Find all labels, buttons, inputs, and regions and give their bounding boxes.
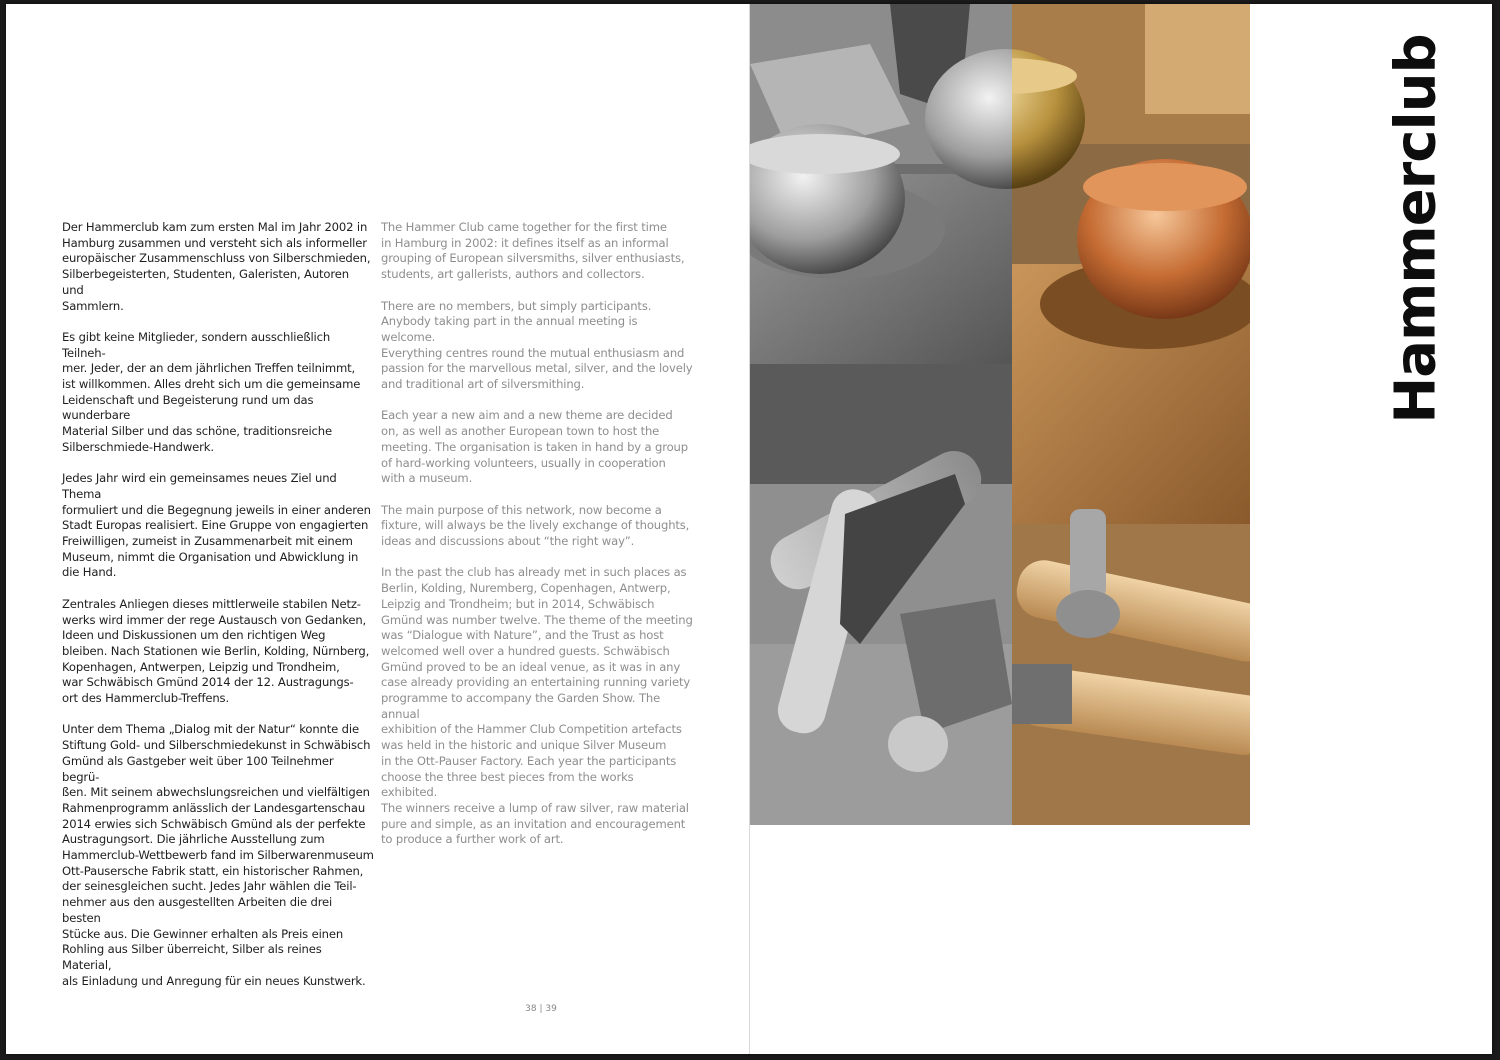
english-paragraph: The Hammer Club came together for the first time in Hamburg in 2002: it defines itself as an informal grouping of European silversmiths, silver enthusiasts, students, art gallerists, authors and collectors. [381,220,685,282]
page-numbers: 38 | 39 [525,1004,557,1014]
english-paragraph: Each year a new aim and a new theme are decided on, as well as another European town to host the meeting. The organisation is taken in hand by a group of hard-working volunteers, usually in cooperation with a museum. [381,408,688,486]
vertical-title-area [1376,34,1456,424]
english-paragraph: There are no members, but simply participants. Anybody taking part in the annual meeting is welcome. Everything centres round the mutual enthusiasm and passion for the marvellous metal, silver, and the lovely and traditional art of silversmithing. [381,298,693,392]
english-text-column [381,220,693,864]
section-title: Hammerclub [1383,34,1449,424]
german-paragraph: Jedes Jahr wird ein gemeinsames neues Ziel und Thema formuliert und die Begegnung jeweils in einer anderen Stadt Europas realisiert. Eine Gruppe von engagierten Freiwilligen, zumeist in Zusammenarbeit mit einem Museum, nimmt die Organisation und Abwicklung in die Hand. [62,471,371,580]
german-paragraph: Der Hammerclub kam zum ersten Mal im Jahr 2002 in Hamburg zusammen und versteht sich als informeller europäischer Zusammenschluss von Silberschmieden, Silberbegeisterten, Studenten, Galeristen, Autoren und Sammlern. [62,220,371,313]
english-paragraph: The main purpose of this network, now become a fixture, will always be the lively exchange of thoughts, ideas and discussions about “the right way”. [381,502,690,549]
book-spread [6,4,1492,1054]
german-paragraph: Es gibt keine Mitglieder, sondern ausschließlich Teilneh- mer. Jeder, der an dem jährlichen Treffen teilnimmt, ist willkommen. Alles dreht sich um die gemeinsame Leidenschaft und Begeisterung rund um das wunderbare Material Silber und das schöne, traditionsreiche Silberschmiede-Handwerk. [62,329,361,454]
english-paragraph: In the past the club has already met in such places as Berlin, Kolding, Nuremberg, Copenhagen, Antwerp, Leipzig and Trondheim; but in 2014, Schwäbisch Gmünd was number twelve. The theme of the meeting was “Dialogue with Nature”, and the Trust as host welcomed well over a hundred guests. Schwäbisch Gmünd proved to be an ideal venue, as it was in any case already providing an entertaining running variety programme to accompany the Garden Show. The annual exhibition of the Hammer Club Competition artefacts was held in the historic and unique Silver Museum in the Ott-Pauser Factory. Each year the participants choose the three best pieces from the works exhibited. The winners receive a lump of raw silver, raw material pure and simple, as an invitation and encouragement to produce a further work of art. [381,565,693,847]
german-paragraph: Zentrales Anliegen dieses mittlerweile stabilen Netz- werks wird immer der rege Austausch von Gedanken, Ideen und Diskussionen um den richtigen Weg bleiben. Nach Stationen wie Berlin, Kolding, Nürnberg, Kopenhagen, Antwerpen, Leipzig und Trondheim, war Schwäbisch Gmünd 2014 der 12. Austragungs- ort des Hammerclub-Treffens. [62,596,370,706]
workshop-photo [750,4,1250,825]
german-paragraph: Unter dem Thema „Dialog mit der Natur“ konnte die Stiftung Gold- und Silberschmiedekunst in Schwäbisch Gmünd als Gastgeber weit über 100 Teilnehmer begrü- ßen. Mit seinem abwechslungsreichen und vielfältigen Rahmenprogramm anlässlich der Landesgartenschau 2014 erwies sich Schwäbisch Gmünd als der perfekte Austragungsort. Die jährliche Ausstellung zum Hammerclub-Wettbewerb fand im Silberwarenmuseum Ott-Pausersche Fabrik statt, ein historischer Rahmen, der seinesgleichen sucht. Jedes Jahr wählen die Teil- nehmer aus den ausgestellten Arbeiten die drei besten Stücke aus. Die Gewinner erhalten als Preis einen Rohling aus Silber überreicht, Silber als reines Material, als Einladung und Anregung für ein neues Kunstwerk. [62,722,374,988]
german-text-column [62,220,374,1005]
